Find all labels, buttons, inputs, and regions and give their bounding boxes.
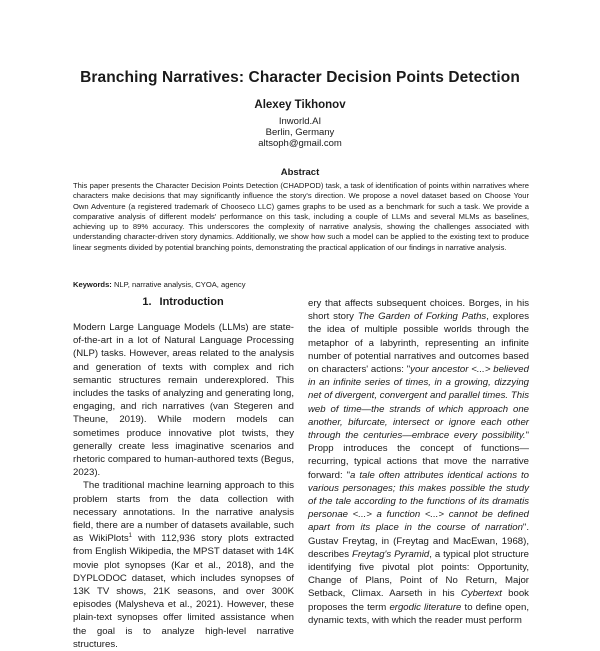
footnote-marker: 1 <box>128 533 133 540</box>
paragraph-text: The traditional machine learning approach to this problem starts from the data collection with necessary annotations. In the narrative analysis field, there are a number of datasets available, such as WikiPlots <box>73 480 294 545</box>
paragraph-intro-2 <box>73 479 294 651</box>
text-run: to define open, dynamic texts, with which the reader must perform <box>308 601 529 626</box>
keywords-label: Keywords: <box>73 280 112 289</box>
text-run: , explores the idea of multiple possible worlds through the metaphor of a labyrinth, representing an infinite number of potential narratives and outcomes based on characters' actions: " <box>308 311 530 376</box>
book-title-borges: The Garden of Forking Paths <box>357 311 487 323</box>
section-title: Introduction <box>159 296 224 308</box>
book-title-cybertext: Cybertext <box>460 588 502 600</box>
text-run: ery that affects subsequent choices. Borges, in his short story <box>308 298 529 323</box>
text-run: ". Gustav Freytag, in (Freytag and MacEwan, 1968), describes <box>308 522 529 560</box>
left-column <box>73 321 294 651</box>
section-number: 1. <box>142 296 152 308</box>
section-heading-introduction <box>73 296 293 308</box>
affiliation-location: Berlin, Germany <box>265 127 335 138</box>
keywords-text: NLP, narrative analysis, CYOA, agency <box>113 280 246 289</box>
keywords <box>73 280 529 290</box>
right-column <box>308 297 529 627</box>
paragraph-intro-1: Modern Large Language Models (LLMs) are state-of-the-art in a lot of Natural Language Processing (NLP) tasks. However, areas related to the analysis and generation of texts with complex and rich semantic structures remain underexplored. This includes the tasks of analyzing and generating long, engaging, and rich narratives (van Stegeren and Theune, 2019). While modern models can sometimes produce innovative plot twists, they generally create less imaginative scenarios and rhetoric compared to human-authored texts (Begus, 2023). <box>73 322 294 479</box>
text-run: , a typical plot structure identifying five pivotal plot points: Opportunity, Change of Plans, Point of No Return, Major Setback, Climax. Aarseth in his <box>308 548 529 600</box>
term-ergodic-literature: ergodic literature <box>389 601 462 613</box>
affiliation-organization: Inworld.AI <box>278 116 322 127</box>
paragraph-text: with 112,936 story plots extracted from English Wikipedia, the MPST dataset with 14K movie plot synopses (Kar et al., 2018), and the DYPLODOC dataset, which includes synopses of 13K TV shows, 21K seasons, and over 300K episodes (Malysheva et al., 2021). However, these plain-text synopses offer limited assistance when the goal is to analyze high-level narrative structures. <box>73 533 294 650</box>
abstract-heading: Abstract <box>280 167 320 178</box>
quote-propp: a tale often attributes identical actions to various personages; this makes possible the study of the tale according to the functions of its dramatis personae <...> a function <...> cannot be defined apart from its place in the course of narration <box>308 469 529 534</box>
affiliation-email: altsoph@gmail.com <box>258 138 342 149</box>
term-freytag-pyramid: Freytag's Pyramid <box>352 548 430 560</box>
author-name: Alexey Tikhonov <box>254 99 346 111</box>
text-run: " Propp introduces the concept of functions—recurring, typical actions that move the narrative forward: " <box>308 430 529 481</box>
quote-borges: your ancestor <...> believed in an infinite series of times, in a growing, dizzying net of divergent, convergent and parallel times. This web of time—the strands of which approach one another, bifurcate, intersect or ignore each other through the centuries—embrace every possibility. <box>308 364 529 442</box>
paragraph-continued <box>308 297 529 627</box>
abstract-text: This paper presents the Character Decision Points Detection (CHADPOD) task, a task of identification of points within narratives where characters make decisions that may significantly influence the story's direction. We propose a novel dataset based on Choose Your Own Adventure (a registered trademark of Chooseco LLC) games graphs to be used as a benchmark for such a task. We provide a comparative analysis of different models' performance on this task, including a couple of LLMs and several MLMs as baselines, achieving up to 89% accuracy. This underscores the complexity of narrative analysis, showing the challenges associated with understanding character-driven story dynamics. Additionally, we show how such a model can be applied to the existing text to produce linear segments divided by potential branching points, demonstrating the practical application of our findings in narrative analysis. <box>73 181 529 252</box>
paper-title: Branching Narratives: Character Decision Points Detection <box>80 69 520 86</box>
text-run: book proposes the term <box>308 588 529 613</box>
